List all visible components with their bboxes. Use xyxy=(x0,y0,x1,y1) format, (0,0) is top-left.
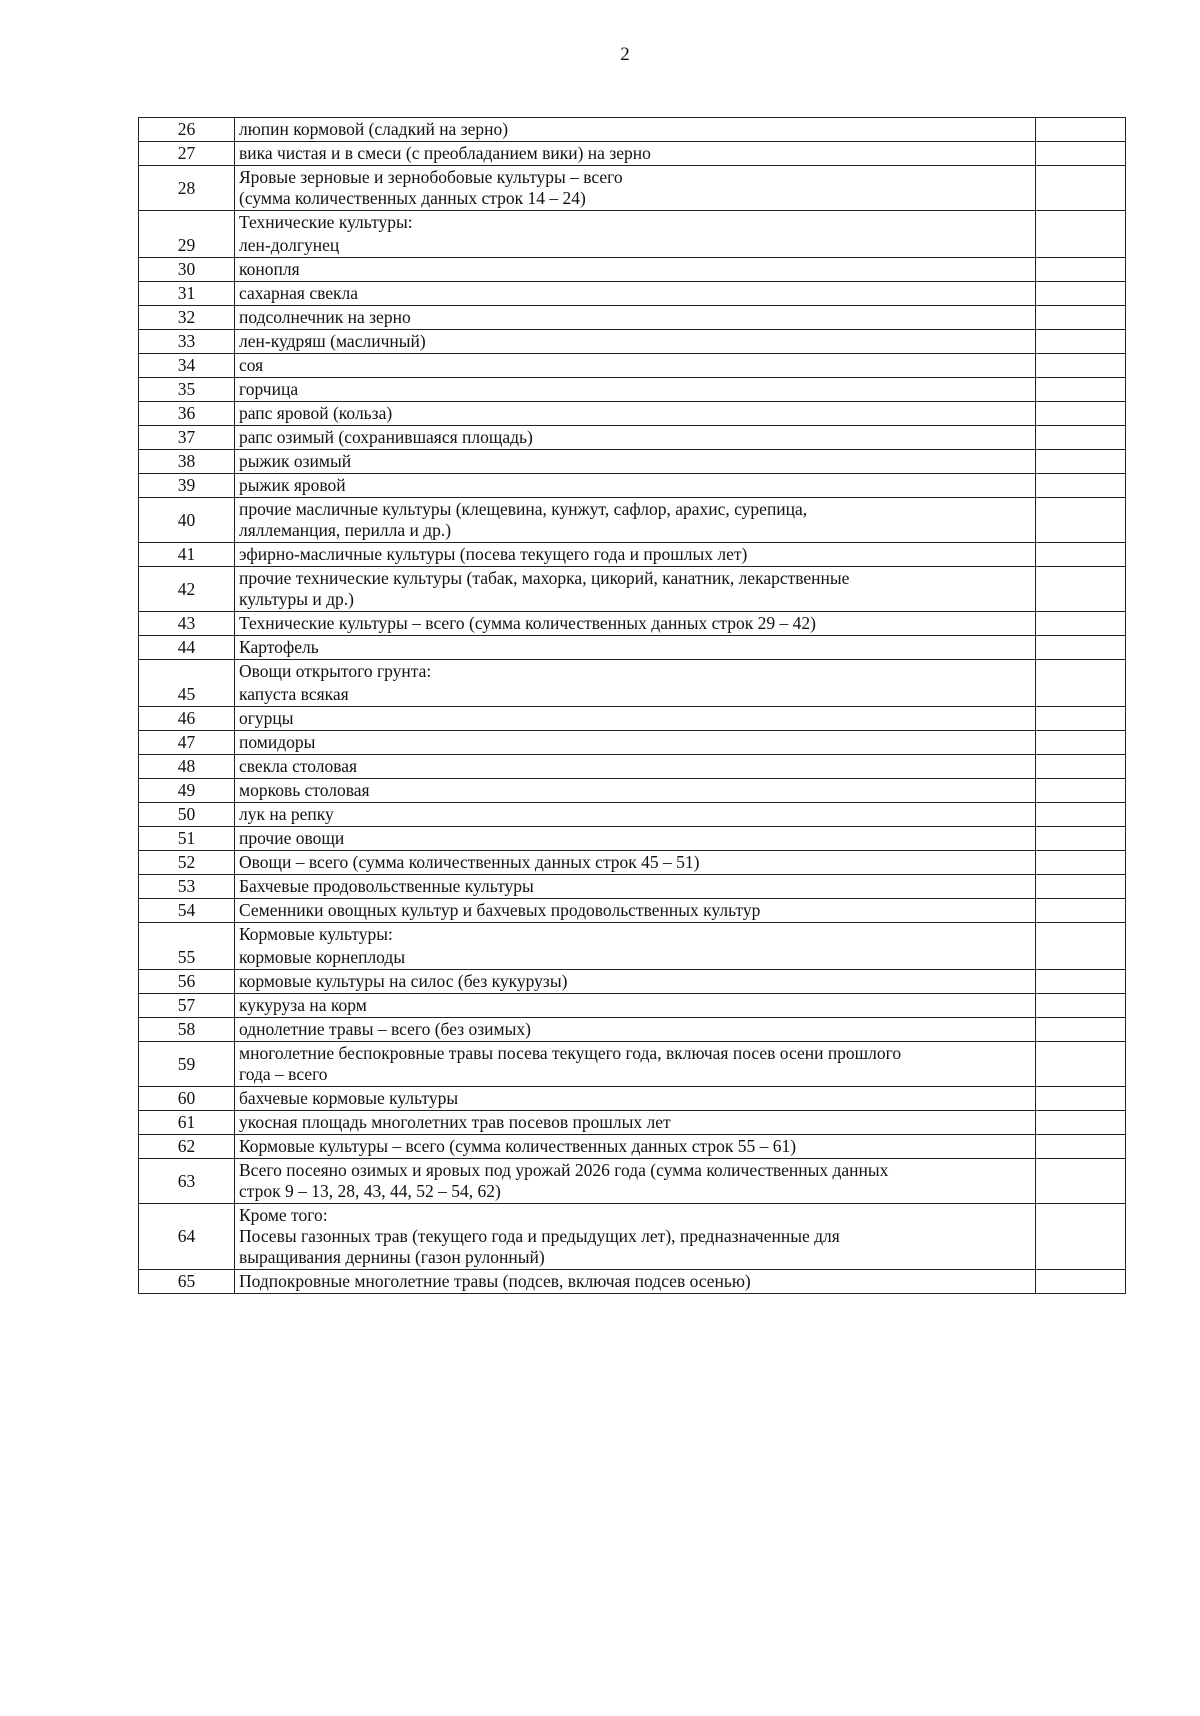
row-number xyxy=(139,923,235,947)
row-label: лен-долгунец xyxy=(235,234,1036,258)
table-row xyxy=(139,258,1126,282)
table-row xyxy=(139,779,1126,803)
table-row xyxy=(139,474,1126,498)
table-row xyxy=(139,994,1126,1018)
row-label: прочие масличные культуры (клещевина, кунжут, сафлор, арахис, сурепица, ляллеманция, перилла и др.) xyxy=(235,498,1036,543)
row-label: рыжик озимый xyxy=(235,450,1036,474)
table-row xyxy=(139,166,1126,211)
table-row xyxy=(139,1042,1126,1087)
row-number: 46 xyxy=(139,707,235,731)
row-label: Кроме того: Посевы газонных трав (текущего года и предыдущих лет), предназначенные для выращивания дернины (газон рулонный) xyxy=(235,1204,1036,1270)
row-label: Всего посеяно озимых и яровых под урожай 2026 года (сумма количественных данных строк 9 – 13, 28, 43, 44, 52 – 54, 62) xyxy=(235,1159,1036,1204)
table-row xyxy=(139,118,1126,142)
row-label: Семенники овощных культур и бахчевых продовольственных культур xyxy=(235,899,1036,923)
row-label: свекла столовая xyxy=(235,755,1036,779)
row-label: люпин кормовой (сладкий на зерно) xyxy=(235,118,1036,142)
table-row xyxy=(139,875,1126,899)
table-row xyxy=(139,426,1126,450)
row-label: рыжик яровой xyxy=(235,474,1036,498)
table-row xyxy=(139,970,1126,994)
value-cell xyxy=(1036,330,1126,354)
value-cell xyxy=(1036,234,1126,258)
row-number: 63 xyxy=(139,1159,235,1204)
value-cell xyxy=(1036,970,1126,994)
row-number: 28 xyxy=(139,166,235,211)
table-row xyxy=(139,567,1126,612)
row-number: 26 xyxy=(139,118,235,142)
row-number: 62 xyxy=(139,1135,235,1159)
row-label: лук на репку xyxy=(235,803,1036,827)
row-label: Кормовые культуры – всего (сумма количественных данных строк 55 – 61) xyxy=(235,1135,1036,1159)
row-label: кормовые культуры на силос (без кукурузы) xyxy=(235,970,1036,994)
row-number: 50 xyxy=(139,803,235,827)
row-number xyxy=(139,660,235,684)
row-number: 37 xyxy=(139,426,235,450)
value-cell xyxy=(1036,923,1126,947)
crops-table xyxy=(138,117,1126,1294)
value-cell xyxy=(1036,660,1126,684)
value-cell xyxy=(1036,636,1126,660)
row-number: 41 xyxy=(139,543,235,567)
row-label: Овощи открытого грунта: xyxy=(235,660,1036,684)
row-number: 42 xyxy=(139,567,235,612)
table-row xyxy=(139,827,1126,851)
table-row xyxy=(139,543,1126,567)
value-cell xyxy=(1036,142,1126,166)
row-number: 55 xyxy=(139,946,235,970)
row-label: кормовые корнеплоды xyxy=(235,946,1036,970)
value-cell xyxy=(1036,450,1126,474)
table-row xyxy=(139,1159,1126,1204)
table-row xyxy=(139,1087,1126,1111)
value-cell xyxy=(1036,567,1126,612)
row-label: сахарная свекла xyxy=(235,282,1036,306)
row-number: 56 xyxy=(139,970,235,994)
table-row xyxy=(139,1270,1126,1294)
value-cell xyxy=(1036,994,1126,1018)
table-row xyxy=(139,803,1126,827)
row-label: Кормовые культуры: xyxy=(235,923,1036,947)
row-number: 51 xyxy=(139,827,235,851)
table-row xyxy=(139,923,1126,947)
row-label: укосная площадь многолетних трав посевов прошлых лет xyxy=(235,1111,1036,1135)
row-label: Овощи – всего (сумма количественных данных строк 45 – 51) xyxy=(235,851,1036,875)
value-cell xyxy=(1036,543,1126,567)
row-number: 57 xyxy=(139,994,235,1018)
row-number: 60 xyxy=(139,1087,235,1111)
value-cell xyxy=(1036,282,1126,306)
value-cell xyxy=(1036,827,1126,851)
row-label: Картофель xyxy=(235,636,1036,660)
page-number: 2 xyxy=(620,44,630,65)
row-number: 53 xyxy=(139,875,235,899)
row-label: эфирно-масличные культуры (посева текущего года и прошлых лет) xyxy=(235,543,1036,567)
value-cell xyxy=(1036,1087,1126,1111)
table-row xyxy=(139,211,1126,235)
row-label: Технические культуры – всего (сумма количественных данных строк 29 – 42) xyxy=(235,612,1036,636)
row-number: 35 xyxy=(139,378,235,402)
row-number: 39 xyxy=(139,474,235,498)
value-cell xyxy=(1036,1111,1126,1135)
value-cell xyxy=(1036,118,1126,142)
value-cell xyxy=(1036,1042,1126,1087)
value-cell xyxy=(1036,474,1126,498)
row-label: конопля xyxy=(235,258,1036,282)
table-row xyxy=(139,755,1126,779)
row-label: вика чистая и в смеси (с преобладанием вики) на зерно xyxy=(235,142,1036,166)
table-row xyxy=(139,899,1126,923)
value-cell xyxy=(1036,426,1126,450)
row-number: 40 xyxy=(139,498,235,543)
table-row xyxy=(139,946,1126,970)
value-cell xyxy=(1036,946,1126,970)
table-row xyxy=(139,402,1126,426)
value-cell xyxy=(1036,707,1126,731)
row-label: рапс озимый (сохранившаяся площадь) xyxy=(235,426,1036,450)
table-row xyxy=(139,234,1126,258)
value-cell xyxy=(1036,402,1126,426)
row-number: 65 xyxy=(139,1270,235,1294)
row-number: 64 xyxy=(139,1204,235,1270)
table-row xyxy=(139,731,1126,755)
value-cell xyxy=(1036,211,1126,235)
row-number: 45 xyxy=(139,683,235,707)
table-row xyxy=(139,612,1126,636)
row-number: 54 xyxy=(139,899,235,923)
table-row xyxy=(139,1111,1126,1135)
row-label: прочие технические культуры (табак, махорка, цикорий, канатник, лекарственные культуры и др.) xyxy=(235,567,1036,612)
row-label: рапс яровой (кольза) xyxy=(235,402,1036,426)
row-number: 43 xyxy=(139,612,235,636)
row-label: однолетние травы – всего (без озимых) xyxy=(235,1018,1036,1042)
table-row xyxy=(139,142,1126,166)
row-number: 27 xyxy=(139,142,235,166)
value-cell xyxy=(1036,1159,1126,1204)
table-row xyxy=(139,498,1126,543)
row-number: 47 xyxy=(139,731,235,755)
value-cell xyxy=(1036,875,1126,899)
value-cell xyxy=(1036,354,1126,378)
table-row xyxy=(139,282,1126,306)
table-row xyxy=(139,378,1126,402)
row-label: помидоры xyxy=(235,731,1036,755)
row-number: 61 xyxy=(139,1111,235,1135)
row-label: подсолнечник на зерно xyxy=(235,306,1036,330)
row-label: прочие овощи xyxy=(235,827,1036,851)
row-number: 30 xyxy=(139,258,235,282)
row-number: 31 xyxy=(139,282,235,306)
value-cell xyxy=(1036,683,1126,707)
table-row xyxy=(139,450,1126,474)
row-number: 52 xyxy=(139,851,235,875)
row-number: 44 xyxy=(139,636,235,660)
value-cell xyxy=(1036,899,1126,923)
value-cell xyxy=(1036,803,1126,827)
table-row xyxy=(139,330,1126,354)
table-row xyxy=(139,1018,1126,1042)
row-label: лен-кудряш (масличный) xyxy=(235,330,1036,354)
row-number: 59 xyxy=(139,1042,235,1087)
row-label: горчица xyxy=(235,378,1036,402)
row-label: многолетние беспокровные травы посева текущего года, включая посев осени прошлого года – всего xyxy=(235,1042,1036,1087)
row-label: Бахчевые продовольственные культуры xyxy=(235,875,1036,899)
table-row xyxy=(139,683,1126,707)
row-number: 32 xyxy=(139,306,235,330)
value-cell xyxy=(1036,755,1126,779)
row-number: 33 xyxy=(139,330,235,354)
value-cell xyxy=(1036,1018,1126,1042)
row-label: капуста всякая xyxy=(235,683,1036,707)
row-number: 49 xyxy=(139,779,235,803)
row-label: бахчевые кормовые культуры xyxy=(235,1087,1036,1111)
table-row xyxy=(139,1204,1126,1270)
table-row xyxy=(139,851,1126,875)
value-cell xyxy=(1036,1135,1126,1159)
value-cell xyxy=(1036,306,1126,330)
value-cell xyxy=(1036,166,1126,211)
table-row xyxy=(139,636,1126,660)
table-row xyxy=(139,306,1126,330)
row-number xyxy=(139,211,235,235)
value-cell xyxy=(1036,851,1126,875)
row-number: 38 xyxy=(139,450,235,474)
row-number: 48 xyxy=(139,755,235,779)
table-row xyxy=(139,1135,1126,1159)
row-number: 58 xyxy=(139,1018,235,1042)
value-cell xyxy=(1036,378,1126,402)
value-cell xyxy=(1036,258,1126,282)
row-label: Яровые зерновые и зернобобовые культуры – всего (сумма количественных данных строк 14 – 24) xyxy=(235,166,1036,211)
row-label: Подпокровные многолетние травы (подсев, включая подсев осенью) xyxy=(235,1270,1036,1294)
row-number: 29 xyxy=(139,234,235,258)
row-label: морковь столовая xyxy=(235,779,1036,803)
value-cell xyxy=(1036,612,1126,636)
table-row xyxy=(139,660,1126,684)
row-number: 34 xyxy=(139,354,235,378)
row-label: Технические культуры: xyxy=(235,211,1036,235)
value-cell xyxy=(1036,498,1126,543)
value-cell xyxy=(1036,1270,1126,1294)
row-label: соя xyxy=(235,354,1036,378)
value-cell xyxy=(1036,779,1126,803)
row-number: 36 xyxy=(139,402,235,426)
row-label: огурцы xyxy=(235,707,1036,731)
table-row xyxy=(139,354,1126,378)
row-label: кукуруза на корм xyxy=(235,994,1036,1018)
value-cell xyxy=(1036,1204,1126,1270)
table-row xyxy=(139,707,1126,731)
value-cell xyxy=(1036,731,1126,755)
